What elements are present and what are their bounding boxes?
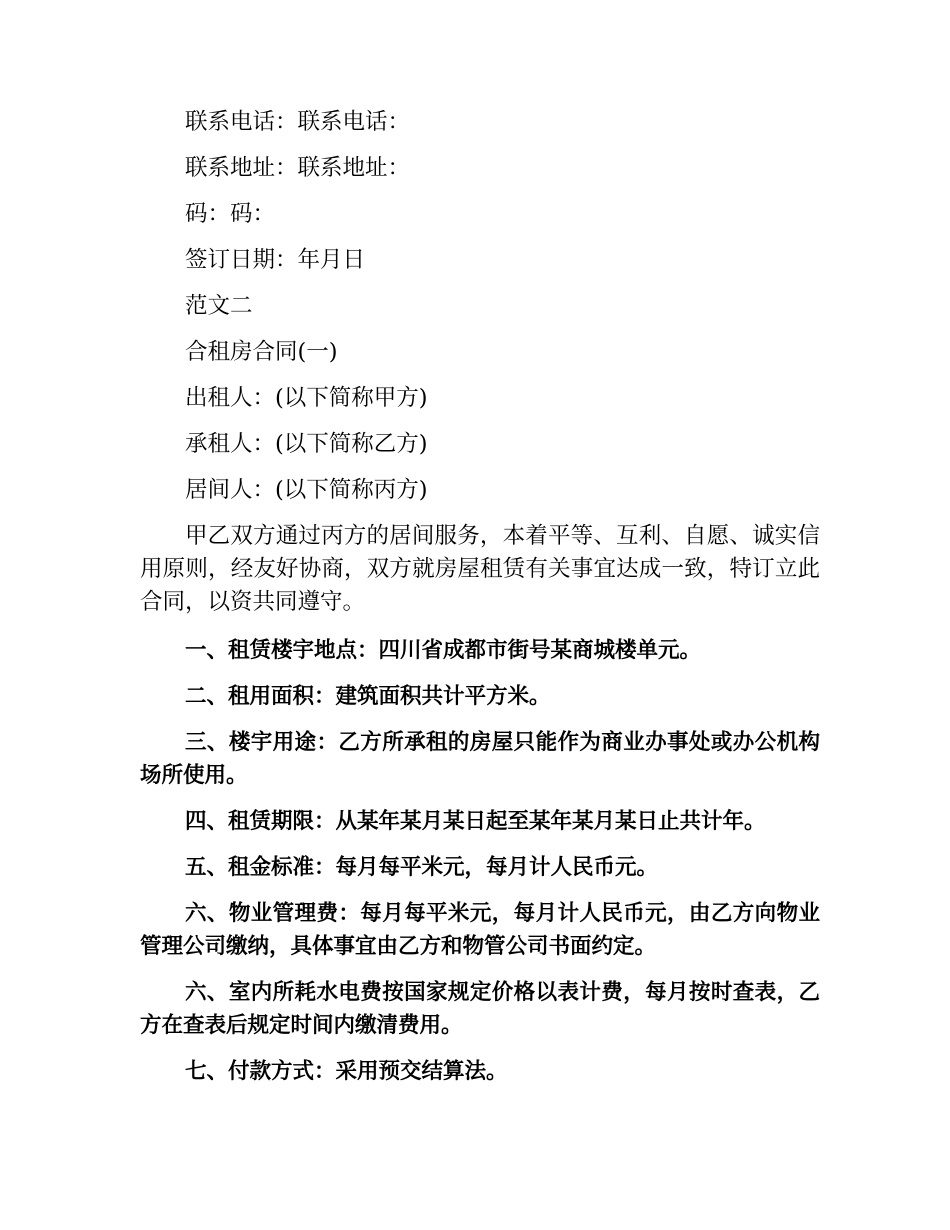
contact-phone-line: 联系电话：联系电话： <box>185 109 411 135</box>
clause-term: 四、租赁期限：从某年某月某日起至某年某月某日止共计年。 <box>185 809 766 834</box>
lessee-line: 承租人：(以下简称乙方) <box>185 431 428 457</box>
clause-payment: 七、付款方式：采用预交结算法。 <box>185 1059 508 1084</box>
contact-address-line: 联系地址：联系地址： <box>185 155 411 181</box>
clause-rent: 五、租金标准：每月每平米元，每月计人民币元。 <box>185 855 659 880</box>
intermediary-line: 居间人：(以下简称丙方) <box>185 477 428 503</box>
signing-date-line: 签订日期：年月日 <box>185 247 366 273</box>
intro-paragraph: 甲乙双方通过丙方的居间服务，本着平等、互利、自愿、诚实信用原则，经友好协商，双方就房屋租赁有关事宜达成一致，特订立此合同，以资共同遵守。 <box>140 523 820 615</box>
lessor-line: 出租人：(以下简称甲方) <box>185 385 428 411</box>
contract-title: 合租房合同(一) <box>185 339 338 365</box>
clause-property-fee: 六、物业管理费：每月每平米元，每月计人民币元，由乙方向物业管理公司缴纳，具体事宜由乙方和物管公司书面约定。 <box>140 901 820 959</box>
postal-code-line: 码：码： <box>185 201 276 227</box>
clause-utilities: 六、室内所耗水电费按国家规定价格以表计费，每月按时查表，乙方在查表后规定时间内缴清费用。 <box>140 980 820 1038</box>
clause-area: 二、租用面积：建筑面积共计平方米。 <box>185 684 551 709</box>
clause-location: 一、租赁楼宇地点：四川省成都市街号某商城楼单元。 <box>185 638 702 663</box>
sample-heading: 范文二 <box>185 293 253 319</box>
clause-usage: 三、楼宇用途：乙方所承租的房屋只能作为商业办事处或办公机构场所使用。 <box>140 730 820 788</box>
document-body <box>140 106 820 1101</box>
